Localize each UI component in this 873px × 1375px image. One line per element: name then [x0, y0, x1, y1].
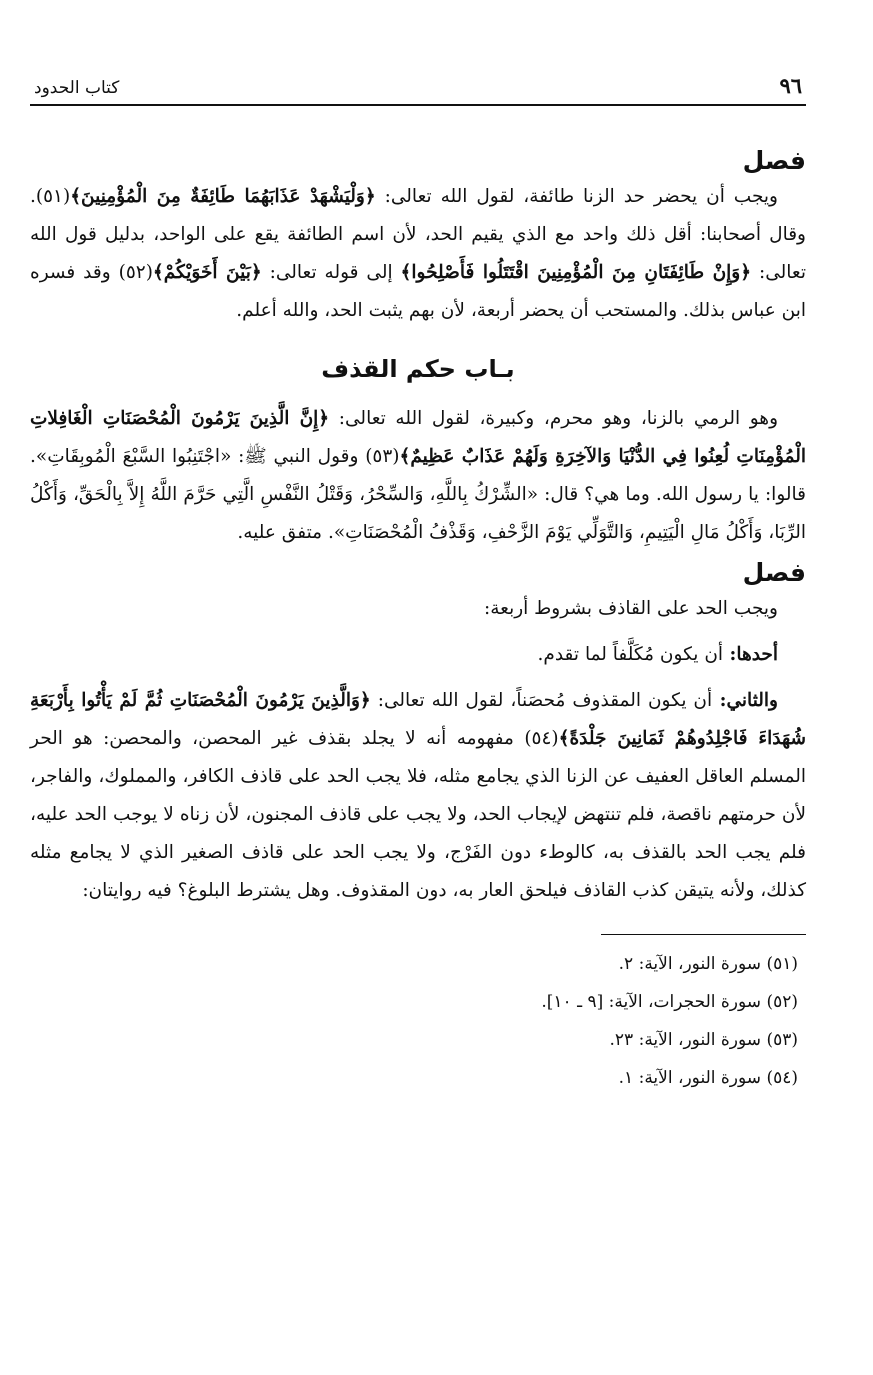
paragraph-conditions-intro: ويجب الحد على القاذف بشروط أربعة:: [484, 598, 778, 619]
quran-verse: ﴿وَلْيَشْهَدْ عَذَابَهُمَا طَائِفَةٌ مِنَ الْمُؤْمِنِينَ﴾: [70, 186, 376, 207]
text-span: أن يكون مُكَلَّفاً لما تقدم.: [537, 644, 724, 665]
footnote-item: (٥٢) سورة الحجرات، الآية: [٩ ـ ١٠].: [541, 992, 798, 1012]
book-title: كتاب الحدود: [34, 78, 120, 98]
text-span: أن يكون المقذوف مُحصَناً، لقول الله تعالى:: [370, 690, 713, 711]
quran-verse: ﴿وَإِنْ طَائِفَتَانِ مِنَ الْمُؤْمِنِينَ اقْتَتَلُوا فَأَصْلِحُوا﴾: [400, 262, 752, 283]
footnote-ref: (٥٢): [118, 262, 153, 283]
chapter-heading: بـاب حكم القذف: [321, 355, 515, 383]
footnote-item: (٥٣) سورة النور، الآية: ٢٣.: [609, 1030, 798, 1050]
text-span: مفهومه أنه لا يجلد بقذف غير المحصن، والمحصن: هو الحر المسلم العاقل العفيف عن الزنا الذي يجامع مثله، فلا يجب الحد على قاذف الكافر، والمملوك، والفاجر، لأن حرمتهم ناقصة، فلم تنتهض لإيجاب الحد، ولا يجب على قاذف المجنون، لأن زناه لا يوجب الحد عليه، فلم يجب الحد بالقذف به، كالوطء دون الفَرْج، ولا يجب الحد على قاذف الصغير الذي لا يجامع مثله كذلك، ولأنه يتيقن كذب القاذف فيلحق العار به، دون المقذوف. وهل يشترط البلوغ؟ فيه روايتان:: [30, 728, 806, 901]
quran-verse: ﴿بَيْنَ أَخَوَيْكُمْ﴾: [152, 262, 262, 283]
text-span: ويجب أن يحضر حد الزنا طائفة، لقول الله تعالى:: [375, 186, 778, 207]
text-span: وقد فسره ابن عباس بذلك. والمستحب أن يحضر أربعة، لأن بهم يثبت الحد، والله أعلم.: [30, 262, 806, 321]
paragraph-attendance: [30, 178, 806, 330]
text-span: وهو الرمي بالزنا، وهو محرم، وكبيرة، لقول الله تعالى:: [329, 408, 779, 429]
paragraph-qadhf-definition: [30, 400, 806, 552]
text-span: وقول النبي ﷺ: «اجْتَنِبُوا السَّبْعَ الْمُوبِقَاتِ». قالوا: يا رسول الله. وما هي؟ قال: «الشِّرْكُ بِاللَّهِ، وَالسِّحْرُ، وَقَتْلُ النَّفْسِ الَّتِي حَرَّمَ اللَّهُ إِلاَّ بِالْحَقِّ، وَأَكْلُ الرِّبَا، وَأَكْلُ مَالِ الْيَتِيمِ، وَالتَّوَلِّي يَوْمَ الزَّحْفِ، وَقَذْفُ الْمُحْصَنَاتِ». متفق عليه.: [30, 446, 806, 543]
section-heading-fasl-1: فصل: [742, 146, 806, 175]
footnotes-list: [30, 945, 806, 1097]
footnote-ref: (٥٤): [524, 728, 559, 749]
condition-label: والثاني:: [712, 690, 778, 711]
condition-label: أحدها:: [723, 644, 778, 665]
text-span: . وقال أصحابنا: أقل ذلك واحد مع الذي يقيم الحد، لأن اسم الطائفة يقع على الواحد، بدليل قول الله تعالى:: [30, 186, 806, 283]
footnote-ref: (٥١): [35, 186, 71, 207]
paragraph-condition-second: [30, 682, 806, 910]
running-header: [30, 62, 806, 106]
page-number: ٩٦: [779, 73, 802, 98]
text-span: إلى قوله تعالى:: [261, 262, 401, 283]
footnote-item: (٥١) سورة النور، الآية: ٢.: [618, 954, 798, 974]
footnote-divider: [601, 934, 806, 935]
quran-verse: ﴿إِنَّ الَّذِينَ يَرْمُونَ الْمُحْصَنَاتِ الْغَافِلاتِ الْمُؤْمِنَاتِ لُعِنُوا فِي الدُّنْيَا وَالآخِرَةِ وَلَهُمْ عَذَابٌ عَظِيمٌ﴾: [30, 408, 807, 467]
paragraph-condition-first: [30, 636, 806, 674]
section-heading-fasl-2: فصل: [742, 558, 806, 587]
book-page: [30, 62, 806, 1097]
quran-verse: ﴿وَالَّذِينَ يَرْمُونَ الْمُحْصَنَاتِ ثُمَّ لَمْ يَأْتُوا بِأَرْبَعَةِ شُهَدَاءَ فَاجْلِدُوهُمْ ثَمَانِينَ جَلْدَةً﴾: [30, 690, 806, 749]
footnote-item: (٥٤) سورة النور، الآية: ١.: [618, 1068, 798, 1088]
footnote-ref: (٥٣): [365, 446, 400, 467]
